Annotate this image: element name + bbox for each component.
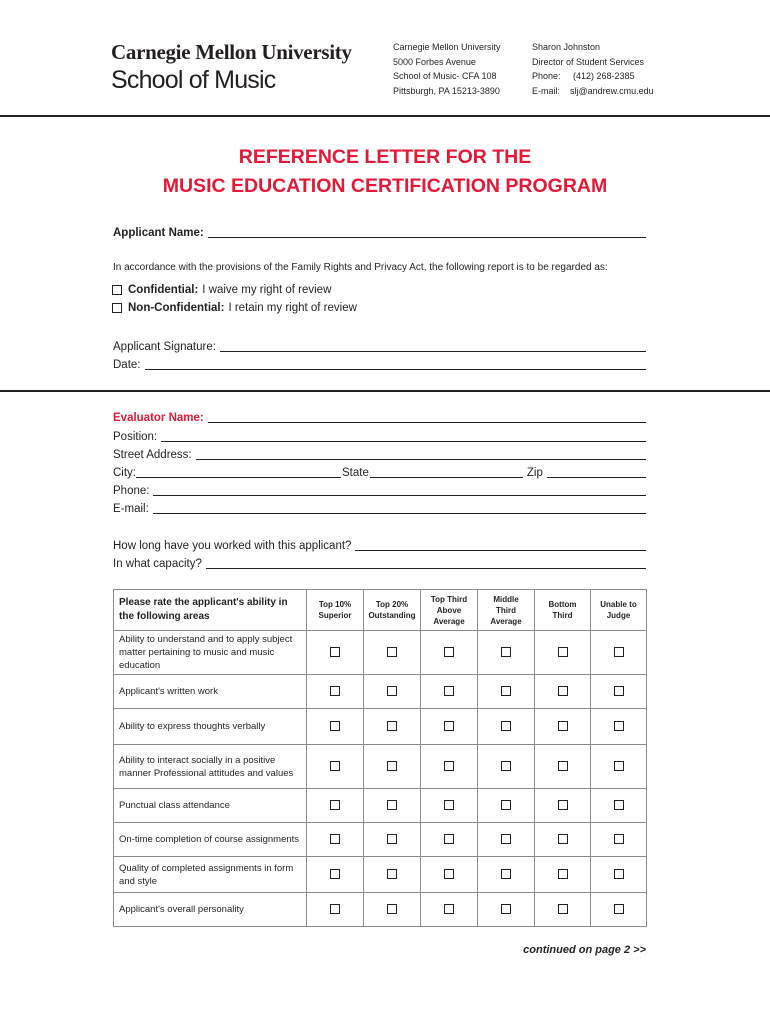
position-label: Position:	[113, 431, 158, 443]
non-confidential-text: I retain my right of review	[228, 302, 357, 314]
rating-checkbox[interactable]	[558, 834, 568, 844]
rating-cell	[421, 709, 478, 745]
evaluator-name-input[interactable]	[208, 411, 646, 423]
table-row	[114, 823, 647, 857]
rating-cell	[535, 675, 591, 709]
confidential-label: Confidential:	[128, 284, 199, 296]
city-label: City:	[113, 467, 136, 479]
rating-cell	[591, 893, 647, 927]
mailing-address	[393, 40, 501, 98]
rating-checkbox[interactable]	[558, 869, 568, 879]
position-input[interactable]	[161, 430, 646, 442]
continued-note: continued on page 2 >>	[523, 944, 646, 956]
rating-checkbox[interactable]	[387, 686, 397, 696]
rating-checkbox[interactable]	[501, 647, 511, 657]
applicant-name-field	[113, 222, 646, 240]
rating-cell	[364, 893, 421, 927]
rating-checkbox[interactable]	[330, 686, 340, 696]
rating-checkbox[interactable]	[444, 721, 454, 731]
rating-cell	[478, 823, 535, 857]
evaluator-name-field	[113, 407, 646, 425]
rating-checkbox[interactable]	[330, 869, 340, 879]
rating-cell	[535, 631, 591, 675]
rating-cell	[478, 745, 535, 789]
applicant-signature-label: Applicant Signature:	[113, 341, 216, 353]
title-line-2: MUSIC EDUCATION CERTIFICATION PROGRAM	[162, 175, 608, 197]
rating-checkbox[interactable]	[387, 721, 397, 731]
rating-checkbox[interactable]	[387, 834, 397, 844]
rating-cell	[421, 789, 478, 823]
address-line: 5000 Forbes Avenue	[393, 56, 476, 67]
rating-checkbox[interactable]	[387, 869, 397, 879]
contact-email: E-mail: slj@andrew.cmu.edu	[532, 85, 654, 96]
rating-checkbox[interactable]	[501, 686, 511, 696]
rating-cell	[364, 857, 421, 893]
capacity-label: In what capacity?	[113, 558, 202, 570]
rating-cell	[421, 745, 478, 789]
rating-cell	[478, 675, 535, 709]
table-row	[114, 789, 647, 823]
capacity-field	[113, 553, 646, 571]
rating-cell	[591, 857, 647, 893]
applicant-name-input[interactable]	[208, 226, 646, 238]
rating-checkbox[interactable]	[614, 834, 624, 844]
rating-cell	[421, 893, 478, 927]
rating-checkbox[interactable]	[387, 800, 397, 810]
date-field	[113, 354, 646, 372]
state-label: State	[342, 467, 369, 479]
non-confidential-label: Non-Confidential:	[128, 302, 225, 314]
applicant-name-label: Applicant Name:	[113, 227, 204, 239]
page-title	[0, 143, 770, 201]
address-line: School of Music- CFA 108	[393, 71, 497, 81]
rating-checkbox[interactable]	[330, 834, 340, 844]
rating-cell	[478, 789, 535, 823]
rating-cell	[364, 709, 421, 745]
rating-cell	[478, 709, 535, 745]
rating-table	[113, 589, 647, 927]
header-divider	[0, 115, 770, 117]
rating-cell	[364, 823, 421, 857]
column-header-top10: Top 10% Superior	[307, 590, 364, 631]
column-header-top-third: Top Third Above Average	[421, 590, 478, 631]
rating-checkbox[interactable]	[330, 647, 340, 657]
rating-cell	[307, 745, 364, 789]
privacy-statement: In accordance with the provisions of the Family Rights and Privacy Act, the following report is to be regarded as:	[113, 262, 608, 273]
criterion-label: On-time completion of course assignments	[114, 823, 307, 857]
confidential-text: I waive my right of review	[202, 284, 332, 296]
state-input[interactable]	[370, 466, 523, 478]
capacity-input[interactable]	[206, 557, 646, 569]
rating-checkbox[interactable]	[501, 834, 511, 844]
criterion-label: Punctual class attendance	[114, 789, 307, 823]
criterion-label: Quality of completed assignments in form and style	[114, 857, 307, 893]
rating-checkbox[interactable]	[614, 800, 624, 810]
rating-cell	[591, 745, 647, 789]
table-row	[114, 709, 647, 745]
rating-cell	[591, 709, 647, 745]
university-logo	[111, 40, 352, 95]
phone-label: Phone:	[113, 485, 150, 497]
address-line: Pittsburgh, PA 15213-3890	[393, 85, 500, 96]
rating-checkbox[interactable]	[558, 761, 568, 771]
rating-cell	[364, 789, 421, 823]
rating-checkbox[interactable]	[330, 904, 340, 914]
rating-cell	[591, 789, 647, 823]
criterion-label: Applicant's overall personality	[114, 893, 307, 927]
how-long-field	[113, 535, 646, 553]
rating-checkbox[interactable]	[444, 686, 454, 696]
rating-cell	[535, 857, 591, 893]
address-line: Carnegie Mellon University	[393, 42, 501, 52]
street-address-label: Street Address:	[113, 449, 192, 461]
rating-cell	[478, 893, 535, 927]
rating-checkbox[interactable]	[444, 800, 454, 810]
logo-school-name: School of Music	[111, 66, 276, 94]
rating-checkbox[interactable]	[387, 904, 397, 914]
column-header-middle-third: Middle Third Average	[478, 590, 535, 631]
rating-cell	[307, 823, 364, 857]
logo-university-name: Carnegie Mellon University	[111, 40, 352, 64]
rating-cell	[421, 631, 478, 675]
email-input[interactable]	[153, 502, 646, 514]
phone-field	[113, 480, 646, 498]
applicant-signature-input[interactable]	[220, 340, 646, 352]
how-long-label: How long have you worked with this applicant?	[113, 540, 352, 552]
rating-cell	[591, 631, 647, 675]
rating-checkbox[interactable]	[614, 869, 624, 879]
column-header-unable-to-judge: Unable to Judge	[591, 590, 647, 631]
contact-title: Director of Student Services	[532, 56, 645, 67]
rating-cell	[307, 893, 364, 927]
criteria-header: Please rate the applicant's ability in the following areas	[114, 590, 307, 631]
rating-checkbox[interactable]	[558, 800, 568, 810]
rating-cell	[307, 789, 364, 823]
column-header-top20: Top 20% Outstanding	[364, 590, 421, 631]
date-label: Date:	[113, 359, 141, 371]
rating-cell	[307, 709, 364, 745]
rating-checkbox[interactable]	[558, 904, 568, 914]
rating-checkbox[interactable]	[387, 647, 397, 657]
confidential-checkbox[interactable]	[112, 285, 122, 295]
rating-checkbox[interactable]	[501, 761, 511, 771]
evaluator-name-label: Evaluator Name:	[113, 412, 204, 424]
city-state-zip-field	[113, 462, 646, 480]
zip-input[interactable]	[547, 466, 646, 478]
rating-cell	[307, 857, 364, 893]
rating-checkbox[interactable]	[614, 721, 624, 731]
rating-cell	[421, 823, 478, 857]
rating-cell	[421, 857, 478, 893]
confidential-option	[112, 284, 331, 296]
rating-cell	[535, 789, 591, 823]
rating-checkbox[interactable]	[614, 647, 624, 657]
rating-cell	[307, 631, 364, 675]
rating-checkbox[interactable]	[501, 904, 511, 914]
table-row	[114, 857, 647, 893]
rating-checkbox[interactable]	[614, 686, 624, 696]
criterion-label: Ability to express thoughts verbally	[114, 709, 307, 745]
rating-checkbox[interactable]	[330, 721, 340, 731]
rating-cell	[478, 857, 535, 893]
rating-cell	[307, 675, 364, 709]
rating-checkbox[interactable]	[444, 834, 454, 844]
rating-cell	[364, 631, 421, 675]
rating-cell	[535, 823, 591, 857]
criterion-label: Applicant's written work	[114, 675, 307, 709]
rating-checkbox[interactable]	[501, 869, 511, 879]
contact-phone: Phone: (412) 268-2385	[532, 71, 635, 81]
non-confidential-checkbox[interactable]	[112, 303, 122, 313]
table-row	[114, 745, 647, 789]
rating-checkbox[interactable]	[444, 869, 454, 879]
rating-checkbox[interactable]	[558, 647, 568, 657]
street-address-input[interactable]	[196, 448, 646, 460]
date-input[interactable]	[145, 358, 647, 370]
rating-cell	[591, 675, 647, 709]
rating-cell	[364, 745, 421, 789]
rating-cell	[535, 745, 591, 789]
how-long-input[interactable]	[355, 539, 646, 551]
position-field	[113, 426, 646, 444]
rating-checkbox[interactable]	[330, 800, 340, 810]
rating-checkbox[interactable]	[387, 761, 397, 771]
applicant-signature-field	[113, 336, 646, 354]
rating-checkbox[interactable]	[614, 904, 624, 914]
rating-checkbox[interactable]	[444, 647, 454, 657]
rating-cell	[535, 709, 591, 745]
non-confidential-option	[112, 302, 357, 314]
rating-cell	[364, 675, 421, 709]
rating-checkbox[interactable]	[614, 761, 624, 771]
table-row	[114, 675, 647, 709]
street-address-field	[113, 444, 646, 462]
rating-cell	[591, 823, 647, 857]
zip-label: Zip	[526, 467, 543, 479]
email-label: E-mail:	[113, 503, 149, 515]
title-line-1: REFERENCE LETTER FOR THE	[238, 146, 532, 168]
rating-cell	[478, 631, 535, 675]
city-input[interactable]	[136, 466, 341, 478]
column-header-bottom-third: Bottom Third	[535, 590, 591, 631]
table-row	[114, 893, 647, 927]
rating-checkbox[interactable]	[558, 686, 568, 696]
phone-input[interactable]	[153, 484, 646, 496]
rating-cell	[535, 893, 591, 927]
contact-info	[532, 40, 654, 98]
rating-checkbox[interactable]	[330, 761, 340, 771]
rating-checkbox[interactable]	[558, 721, 568, 731]
section-divider	[0, 390, 770, 392]
criterion-label: Ability to understand and to apply subject matter pertaining to music and music education	[114, 631, 307, 675]
rating-checkbox[interactable]	[501, 721, 511, 731]
rating-header-row	[114, 590, 647, 631]
rating-cell	[421, 675, 478, 709]
rating-checkbox[interactable]	[444, 761, 454, 771]
rating-checkbox[interactable]	[501, 800, 511, 810]
criterion-label: Ability to interact socially in a positive manner Professional attitudes and values	[114, 745, 307, 789]
table-row	[114, 631, 647, 675]
email-field	[113, 498, 646, 516]
rating-checkbox[interactable]	[444, 904, 454, 914]
contact-name: Sharon Johnston	[532, 42, 601, 52]
